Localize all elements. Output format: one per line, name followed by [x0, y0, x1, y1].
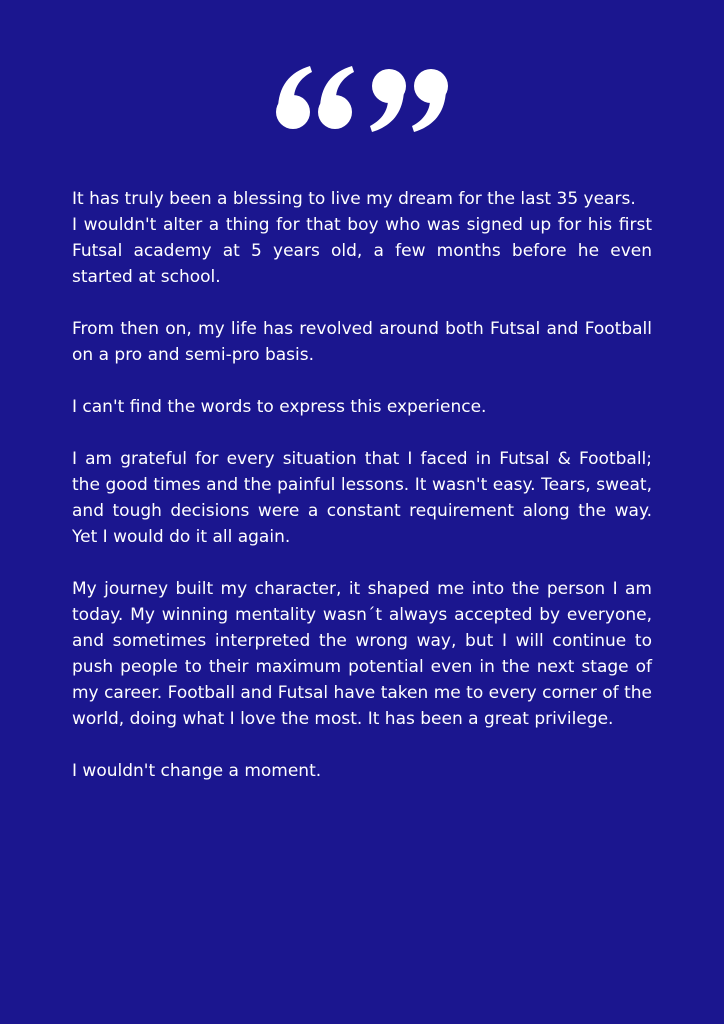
letter-paragraph-2: From then on, my life has revolved around both Futsal and Football on a pro and semi-pro basis. — [72, 319, 652, 365]
letter-paragraph-1-line-2: I wouldn't alter a thing for that boy who was signed up for his first Futsal academy at 5 years old, a few months before he even started at school. — [72, 215, 652, 287]
letter-paragraph-6: I wouldn't change a moment. — [72, 761, 322, 781]
letter-paragraph-1 — [72, 186, 652, 290]
letter-paragraph-3: I can't find the words to express this experience. — [72, 397, 487, 417]
letter-paragraph-5: My journey built my character, it shaped me into the person I am today. My winning mentality wasn´t always accepted by everyone, and sometimes interpreted the wrong way, but I will continue to push people to their maximum potential even in the next stage of my career. Football and Futsal have taken me to every corner of the world, doing what I love the most. It has been a great privilege. — [72, 579, 652, 729]
letter-body — [72, 186, 652, 810]
letter-paragraph-1-line-1: It has truly been a blessing to live my dream for the last 35 years. — [72, 189, 636, 209]
double-quote-icon — [276, 66, 448, 132]
letter-paragraph-4: I am grateful for every situation that I faced in Futsal & Football; the good times and the painful lessons. It wasn't easy. Tears, sweat, and tough decisions were a constant requirement along the way. Yet I would do it all again. — [72, 449, 652, 547]
